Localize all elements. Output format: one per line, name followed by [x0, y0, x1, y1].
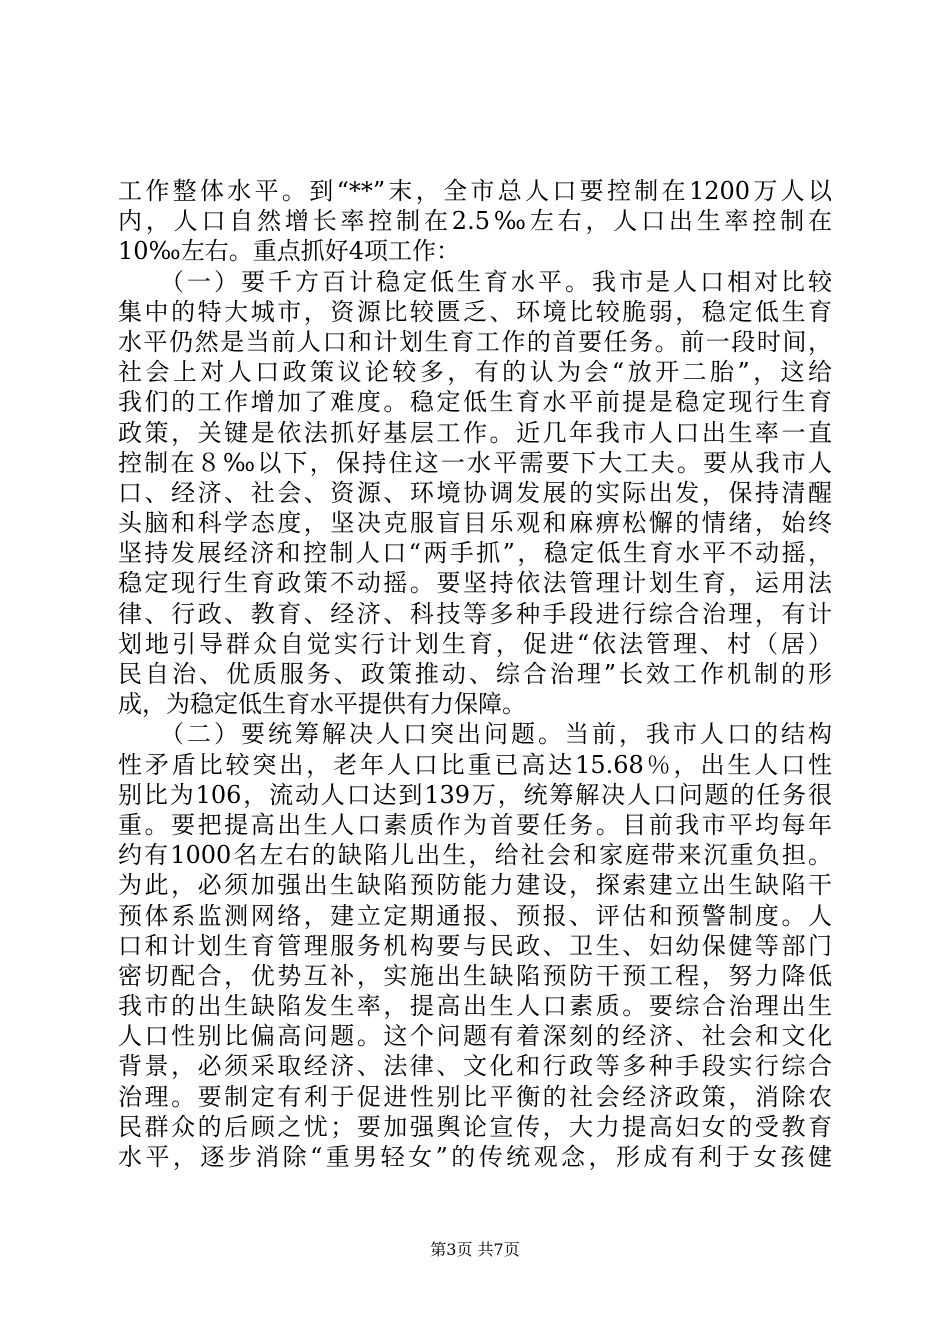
- text-line: 工作整体水平。到“**”末，全市总人口要控制在1200万人以: [118, 177, 832, 205]
- text-line: 背景，必须采取经济、法律、文化和行政等多种手段实行综合: [118, 1052, 832, 1081]
- text-line: 水平仍然是当前人口和计划生育工作的首要任务。前一段时间，: [118, 327, 832, 356]
- text-line: 控制在８‰以下，保持住这一水平需要下大工夫。要从我市人: [118, 448, 832, 477]
- text-line: （二）要统筹解决人口突出问题。当前，我市人口的结构: [118, 720, 832, 749]
- text-line: 水平，逐步消除“重男轻女”的传统观念，形成有利于女孩健: [118, 1143, 832, 1171]
- text-line: 治理。要制定有利于促进性别比平衡的社会经济政策，消除农: [118, 1082, 832, 1111]
- text-line: 内，人口自然增长率控制在2.5‰左右，人口出生率控制在: [118, 207, 832, 236]
- text-line: 预体系监测网络，建立定期通报、预报、评估和预警制度。人: [118, 901, 832, 930]
- text-line: 政策，关键是依法抓好基层工作。近几年我市人口出生率一直: [118, 418, 832, 447]
- text-line: 稳定现行生育政策不动摇。要坚持依法管理计划生育，运用法: [118, 569, 832, 598]
- text-line: 口、经济、社会、资源、环境协调发展的实际出发，保持清醒: [118, 478, 832, 507]
- text-line: 别比为106，流动人口达到139万，统筹解决人口问题的任务很: [118, 780, 832, 809]
- text-line: 民自治、优质服务、政策推动、综合治理”长效工作机制的形: [118, 660, 832, 688]
- text-line: 密切配合，优势互补，实施出生缺陷预防干预工程，努力降低: [118, 961, 832, 990]
- text-line: 人口性别比偏高问题。这个问题有着深刻的经济、社会和文化: [118, 1022, 832, 1051]
- text-line: 头脑和科学态度，坚决克服盲目乐观和麻痹松懈的情绪，始终: [118, 509, 832, 538]
- page-number-footer: 第3页 共7页: [430, 1240, 520, 1259]
- text-line: 社会上对人口政策议论较多，有的认为会“放开二胎”，这给: [118, 358, 832, 387]
- text-line: 成，为稳定低生育水平提供有力保障。: [118, 690, 526, 719]
- text-line: 我们的工作增加了难度。稳定低生育水平前提是稳定现行生育: [118, 388, 832, 417]
- text-line: 性矛盾比较突出，老年人口比重已高达15.68％，出生人口性: [118, 750, 832, 779]
- text-line: 集中的特大城市，资源比较匮乏、环境比较脆弱，稳定低生育: [118, 297, 832, 326]
- text-line: 划地引导群众自觉实行计划生育，促进“依法管理、村（居）: [118, 629, 832, 658]
- text-line: 重。要把提高出生人口素质作为首要任务。目前我市平均每年: [118, 810, 832, 839]
- text-line: 为此，必须加强出生缺陷预防能力建设，探索建立出生缺陷干: [118, 871, 832, 900]
- text-line: 我市的出生缺陷发生率，提高出生人口素质。要综合治理出生: [118, 992, 832, 1021]
- text-line: （一）要千方百计稳定低生育水平。我市是人口相对比较: [118, 267, 832, 296]
- text-line: 民群众的后顾之忧；要加强舆论宣传，大力提高妇女的受教育: [118, 1112, 832, 1141]
- body-text: [118, 176, 832, 1172]
- text-line: 律、行政、教育、经济、科技等多种手段进行综合治理，有计: [118, 599, 832, 628]
- text-line: 坚持发展经济和控制人口“两手抓”，稳定低生育水平不动摇，: [118, 539, 832, 568]
- text-line: 口和计划生育管理服务机构要与民政、卫生、妇幼保健等部门: [118, 931, 832, 960]
- text-line: 10‰左右。重点抓好4项工作：: [118, 237, 461, 266]
- text-line: 约有1000名左右的缺陷儿出生，给社会和家庭带来沉重负担。: [118, 841, 832, 870]
